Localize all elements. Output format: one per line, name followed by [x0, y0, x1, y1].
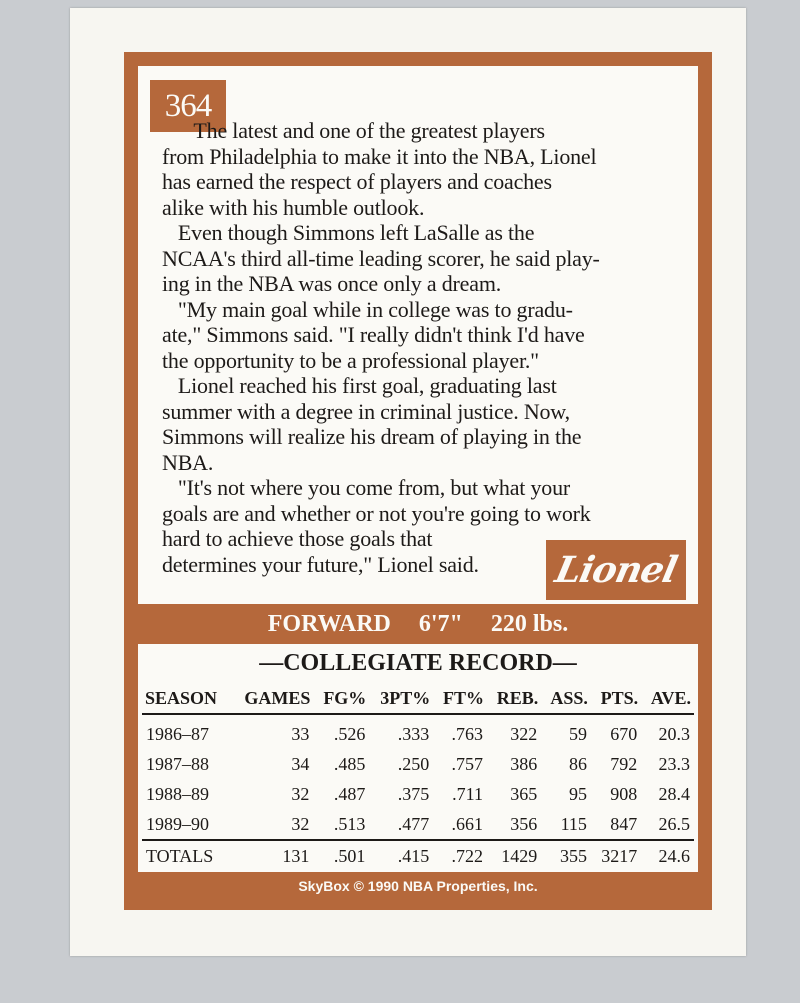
column-header: PTS. [591, 688, 641, 714]
collegiate-record-table [142, 688, 694, 871]
table-cell: 1988–89 [146, 783, 209, 804]
bio-line: "It's not where you come from, but what your [162, 475, 571, 500]
table-row [142, 779, 694, 809]
table-row [142, 809, 694, 840]
table-cell: .375 [397, 783, 430, 804]
table-cell: .501 [313, 840, 369, 871]
table-cell: 3217 [591, 840, 641, 871]
table-cell: 356 [510, 813, 538, 834]
table-header-row [142, 688, 694, 714]
column-header: AVE. [641, 688, 694, 714]
table-cell: .250 [397, 753, 430, 774]
autograph-signature: Lionel [551, 549, 681, 591]
bio-line: from Philadelphia to make it into the NBA, Lionel [162, 143, 597, 169]
table-cell: 386 [510, 753, 538, 774]
column-header: GAMES [231, 688, 313, 714]
bio-line: alike with his humble outlook. [162, 194, 425, 220]
table-cell: 365 [510, 783, 538, 804]
table-cell: .661 [451, 813, 483, 834]
bio-line: has earned the respect of players and coaches [162, 169, 552, 194]
stats-panel [138, 644, 698, 872]
player-position: FORWARD [267, 610, 391, 637]
table-cell: .757 [451, 753, 483, 774]
record-title: —COLLEGIATE RECORD— [259, 650, 577, 676]
autograph-box [546, 540, 686, 600]
table-cell: .526 [333, 723, 366, 744]
table-cell: .711 [452, 783, 483, 804]
table-cell: .487 [333, 783, 366, 804]
bio-line: NCAA's third all-time leading scorer, he said play- [162, 245, 600, 271]
copyright-footer: SkyBox © 1990 NBA Properties, Inc. [298, 878, 538, 894]
bio-line: summer with a degree in criminal justice. Now, [162, 398, 570, 424]
bio-line: The latest and one of the greatest players [162, 118, 545, 143]
card-border-frame [124, 52, 712, 910]
bio-line: Lionel reached his first goal, graduating last [162, 373, 557, 398]
bio-line: goals are and whether or not you're going to work [162, 500, 591, 526]
card-number: 364 [150, 80, 226, 132]
player-weight: 220 lbs. [490, 610, 569, 637]
bio-line: Simmons will realize his dream of playing in the [162, 424, 582, 449]
bio-line: the opportunity to be a professional player." [162, 347, 539, 373]
table-cell: .513 [333, 813, 366, 834]
bio-text [162, 118, 692, 577]
table-cell: 32 [291, 813, 310, 834]
bio-panel [138, 66, 698, 604]
table-cell: 34 [291, 753, 310, 774]
table-cell: 33 [291, 723, 310, 744]
player-info-bar [124, 604, 712, 644]
table-cell: 355 [541, 840, 591, 871]
column-header: ASS. [541, 688, 591, 714]
table-cell: 322 [510, 723, 538, 744]
table-row [142, 749, 694, 779]
trading-card-back [70, 8, 746, 956]
table-cell: 131 [231, 840, 313, 871]
table-cell: 792 [610, 753, 638, 774]
table-cell: 1986–87 [146, 723, 209, 744]
column-header: REB. [487, 688, 541, 714]
table-cell: .477 [397, 813, 430, 834]
table-cell: 28.4 [658, 783, 690, 804]
table-cell: .485 [333, 753, 366, 774]
column-header: SEASON [142, 688, 231, 714]
table-cell: 670 [610, 723, 638, 744]
table-cell: 1987–88 [146, 753, 209, 774]
table-cell: .722 [433, 840, 487, 871]
bio-line: NBA. [162, 449, 214, 475]
table-cell: 20.3 [658, 723, 690, 744]
table-cell: 1429 [487, 840, 541, 871]
table-cell: 32 [291, 783, 310, 804]
table-cell: 59 [568, 723, 587, 744]
column-header: FT% [433, 688, 487, 714]
bio-line: Even though Simmons left LaSalle as the [162, 220, 535, 245]
table-cell: TOTALS [142, 840, 231, 871]
table-cell: 26.5 [658, 813, 690, 834]
bio-line: hard to achieve those goals that [162, 526, 433, 551]
table-cell: 95 [568, 783, 587, 804]
totals-row [142, 840, 694, 871]
column-header: FG% [313, 688, 369, 714]
bio-line: ate," Simmons said. "I really didn't think I'd have [162, 322, 585, 347]
table-cell: .763 [451, 723, 483, 744]
bio-line: ing in the NBA was once only a dream. [162, 271, 502, 296]
table-cell: .415 [369, 840, 433, 871]
player-height: 6'7" [418, 610, 463, 637]
table-cell: 908 [610, 783, 638, 804]
bio-line: determines your future," Lionel said. [162, 551, 479, 577]
table-row [142, 714, 694, 749]
table-cell: 24.6 [641, 840, 694, 871]
table-cell: 86 [568, 753, 587, 774]
bio-line: "My main goal while in college was to gradu- [162, 296, 573, 322]
table-cell: 1989–90 [146, 813, 209, 834]
table-cell: 23.3 [658, 753, 690, 774]
table-cell: 115 [560, 813, 587, 834]
table-cell: 847 [610, 813, 638, 834]
table-cell: .333 [397, 723, 430, 744]
column-header: 3PT% [369, 688, 433, 714]
